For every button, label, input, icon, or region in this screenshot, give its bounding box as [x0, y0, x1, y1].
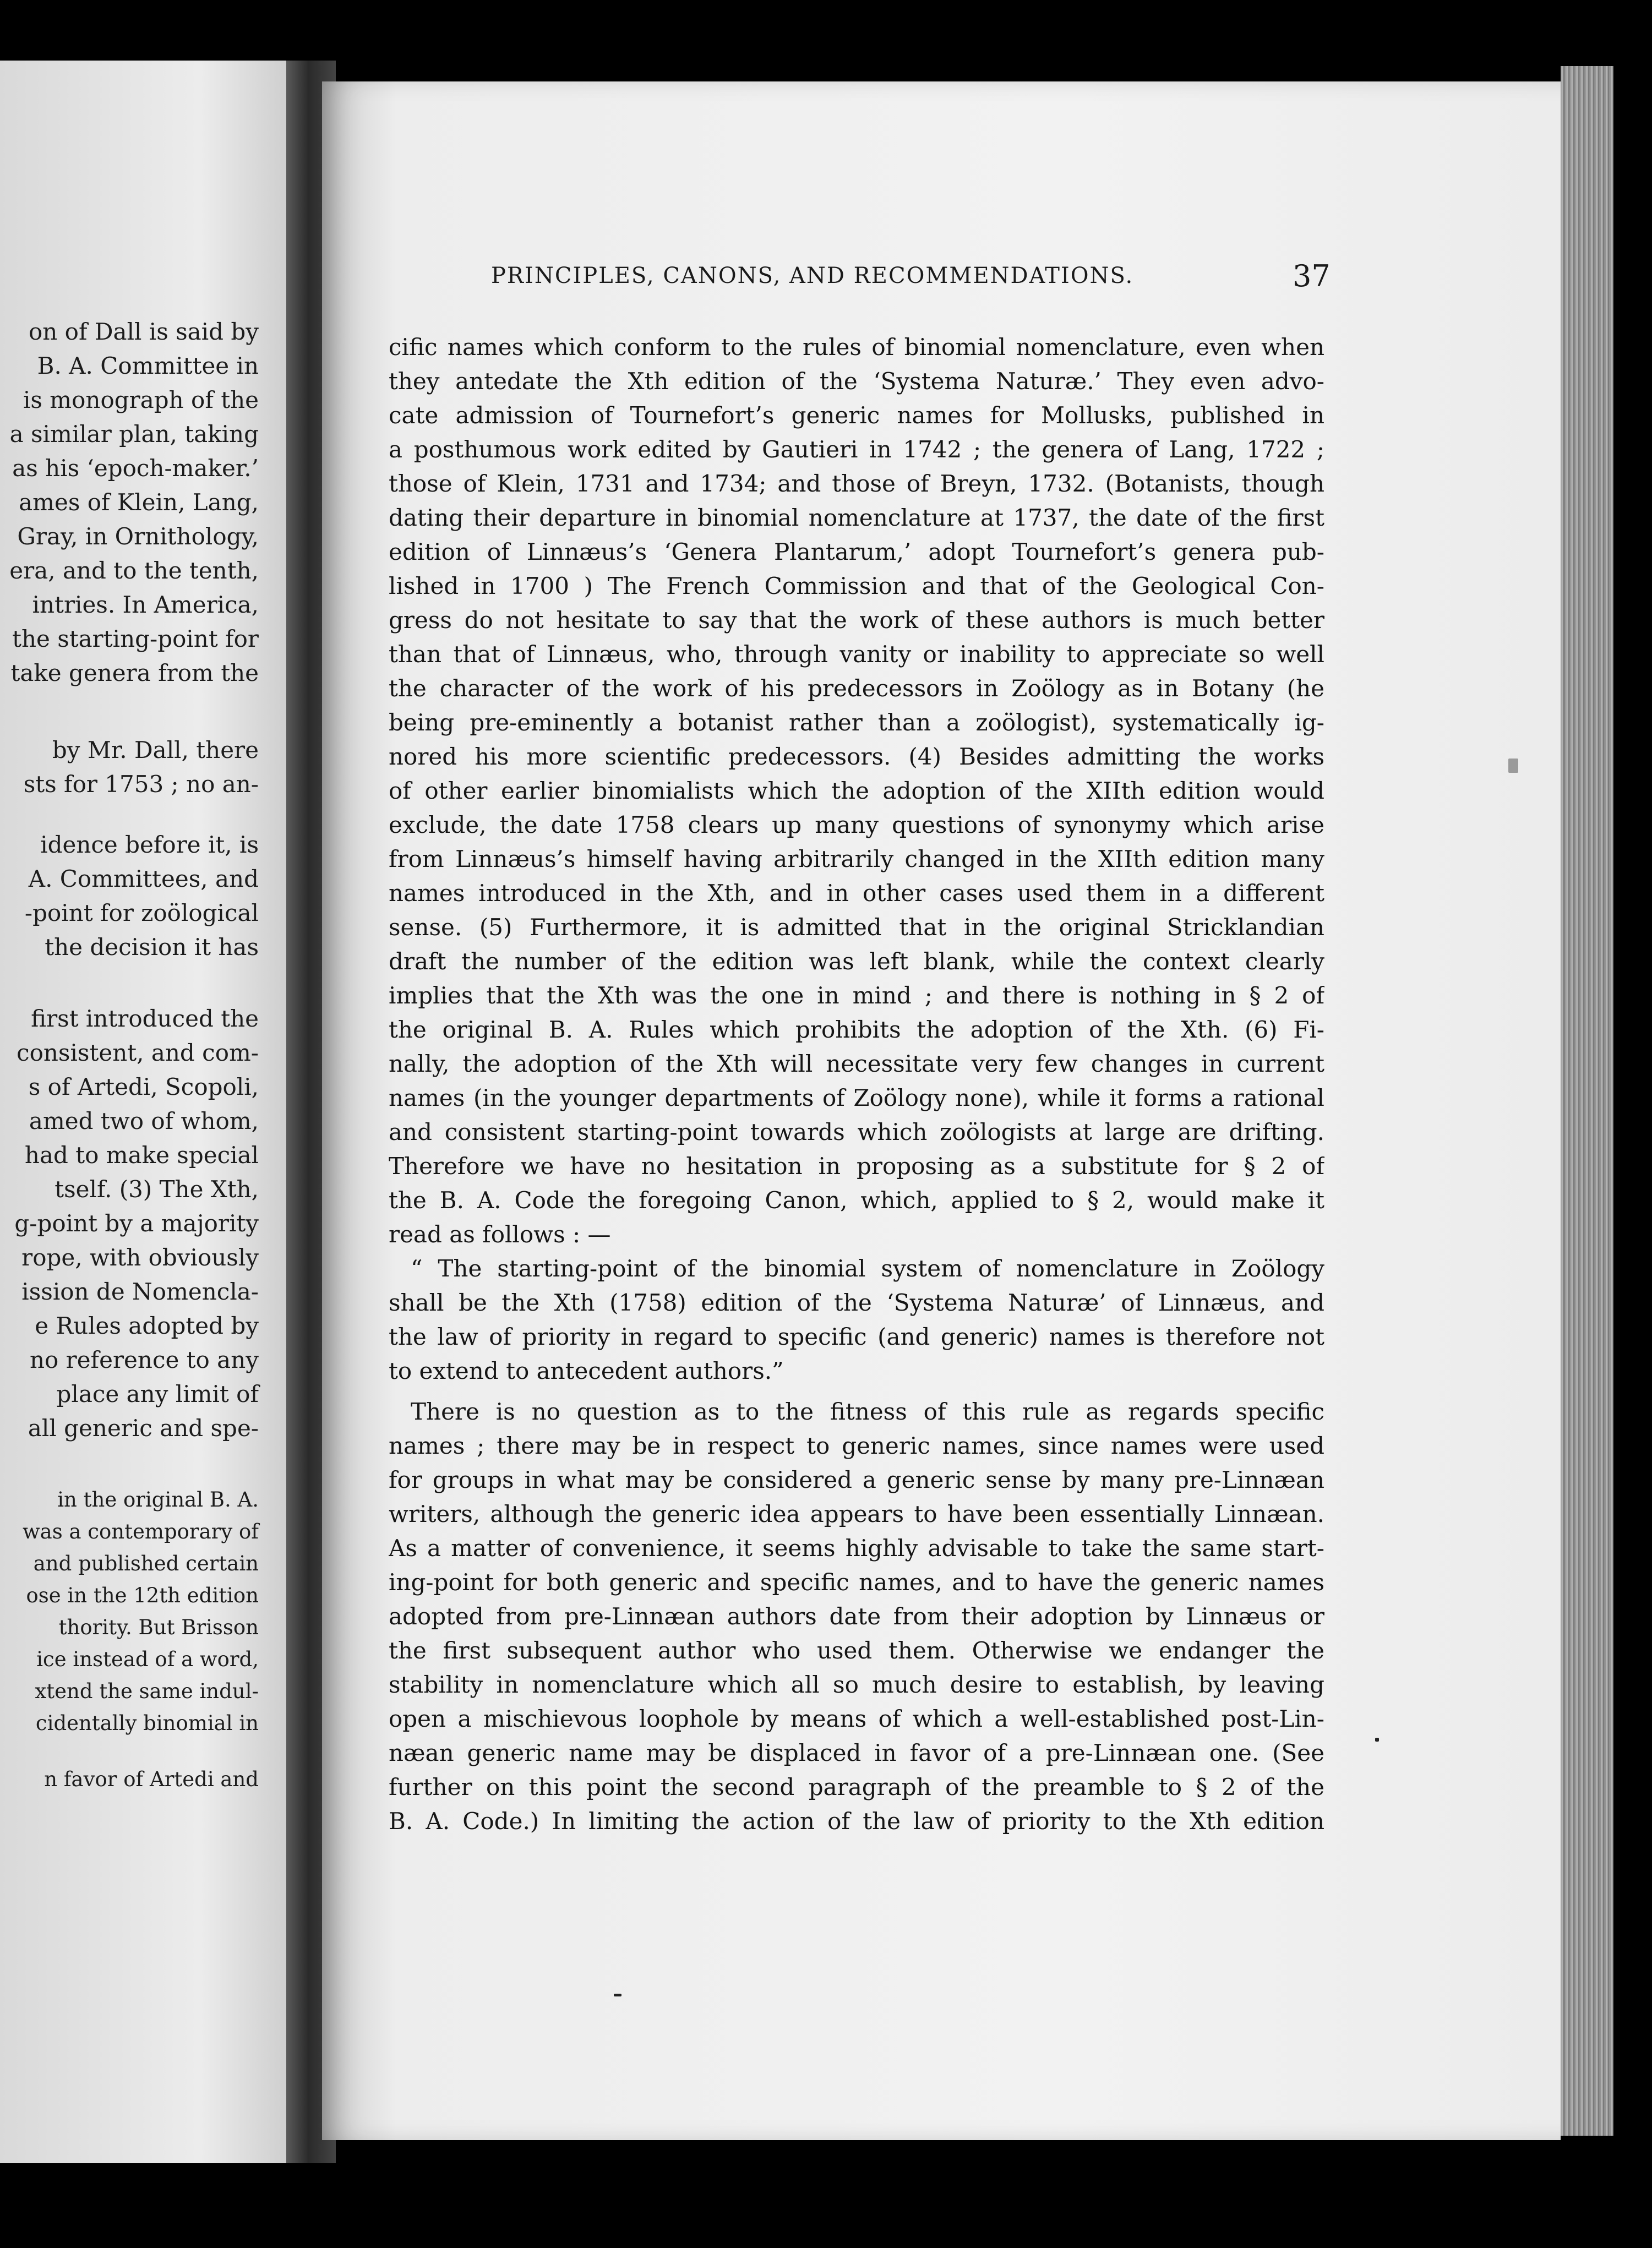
body-line: names introduced in the Xth, and in other cases used them in a different — [389, 880, 1324, 907]
body-line: Therefore we have no hesitation in proposing as a substitute for § 2 of — [389, 1153, 1324, 1180]
left-line: sts for 1753 ; no an- — [23, 771, 259, 798]
left-line: cidentally binomial in — [35, 1711, 259, 1735]
left-line: was a contemporary of — [22, 1520, 259, 1543]
left-line: as his ‘epoch-maker.’ — [12, 455, 259, 482]
left-line: g-point by a majority — [14, 1210, 259, 1237]
body-line: B. A. Code.) In limiting the action of the law of priority to the Xth edition — [389, 1808, 1324, 1835]
quoted-canon-line: to extend to antecedent authors.” — [389, 1357, 784, 1384]
body-line: names ; there may be in respect to generic names, since names were used — [389, 1432, 1324, 1459]
left-line: xtend the same indul- — [35, 1679, 259, 1703]
left-line: had to make special — [24, 1142, 259, 1169]
print-speck — [614, 1994, 621, 1996]
body-line: As a matter of convenience, it seems highly advisable to take the same start- — [389, 1535, 1324, 1562]
body-line: being pre-eminently a botanist rather than a zoölogist), systematically ig- — [389, 709, 1324, 736]
body-line: gress do not hesitate to say that the work of these authors is much better — [389, 607, 1324, 634]
body-line: further on this point the second paragraph of the preamble to § 2 of the — [389, 1774, 1324, 1800]
body-line: ing-point for both generic and specific names, and to have the generic names — [389, 1569, 1324, 1596]
facing-page-left — [0, 61, 286, 2163]
left-line: consistent, and com- — [17, 1039, 259, 1066]
left-line: tself. (3) The Xth, — [54, 1176, 259, 1203]
body-line: edition of Linnæus’s ‘Genera Plantarum,’ adopt Tournefort’s genera pub- — [389, 538, 1324, 565]
left-line: all generic and spe- — [28, 1415, 259, 1442]
left-line: ice instead of a word, — [36, 1647, 259, 1671]
body-line: open a mischievous loophole by means of which a well-established post-Lin- — [389, 1705, 1324, 1732]
body-line: of other earlier binomialists which the adoption of the XIIth edition would — [389, 777, 1324, 804]
left-line: Gray, in Ornithology, — [17, 523, 259, 550]
body-line: exclude, the date 1758 clears up many questions of synonymy which arise — [389, 811, 1324, 838]
left-line: -point for zoölogical — [24, 899, 259, 926]
left-line: n favor of Artedi and — [44, 1767, 259, 1791]
body-line: from Linnæus’s himself having arbitrarily changed in the XIIth edition many — [389, 845, 1324, 872]
left-line: intries. In America, — [32, 591, 259, 618]
left-line: ission de Nomencla- — [21, 1278, 259, 1305]
running-head: PRINCIPLES, CANONS, AND RECOMMENDATIONS. — [491, 263, 1134, 288]
left-line: a similar plan, taking — [9, 421, 259, 448]
left-line: s of Artedi, Scopoli, — [28, 1073, 259, 1100]
body-line: sense. (5) Furthermore, it is admitted that in the original Stricklandian — [389, 914, 1324, 941]
left-line: first introduced the — [31, 1005, 259, 1032]
body-line: for groups in what may be considered a generic sense by many pre-Linnæan — [389, 1466, 1324, 1493]
print-speck — [1375, 1738, 1379, 1742]
left-line: no reference to any — [29, 1346, 259, 1373]
body-line: a posthumous work edited by Gautieri in 1742 ; the genera of Lang, 1722 ; — [389, 436, 1324, 463]
left-line: era, and to the tenth, — [9, 557, 259, 584]
left-line: A. Committees, and — [28, 865, 259, 892]
left-line: the decision it has — [45, 934, 259, 961]
quoted-canon-line: “ The starting-point of the binomial system of nomenclature in Zoölogy — [411, 1255, 1324, 1282]
body-line: those of Klein, 1731 and 1734; and those of Breyn, 1732. (Botanists, though — [389, 470, 1324, 497]
left-line: ose in the 12th edition — [26, 1584, 259, 1607]
left-line: in the original B. A. — [57, 1488, 259, 1512]
left-line: is monograph of the — [23, 386, 259, 413]
left-line: B. A. Committee in — [37, 352, 259, 379]
body-line: read as follows : — — [389, 1221, 611, 1248]
body-line: writers, although the generic idea appears to have been essentially Linnæan. — [389, 1501, 1324, 1527]
body-line: the B. A. Code the foregoing Canon, which, applied to § 2, would make it — [389, 1187, 1324, 1214]
left-line: ames of Klein, Lang, — [19, 489, 259, 516]
body-line: cific names which conform to the rules of binomial nomenclature, even when — [389, 334, 1324, 361]
left-line: idence before it, is — [40, 831, 259, 858]
left-line: take genera from the — [10, 659, 259, 686]
body-line: implies that the Xth was the one in mind ; and there is nothing in § 2 of — [389, 982, 1324, 1009]
left-line: thority. But Brisson — [58, 1616, 259, 1639]
body-line: nored his more scientific predecessors. (4) Besides admitting the works — [389, 743, 1324, 770]
left-line: rope, with obviously — [21, 1244, 259, 1271]
left-line: amed two of whom, — [29, 1107, 259, 1134]
left-line: place any limit of — [56, 1381, 259, 1407]
body-line: than that of Linnæus, who, through vanity or inability to appreciate so well — [389, 641, 1324, 668]
page-number: 37 — [1293, 259, 1331, 293]
body-line: lished in 1700 ) The French Commission and that of the Geological Con- — [389, 572, 1324, 599]
left-line: on of Dall is said by — [28, 318, 259, 345]
left-line: and published certain — [33, 1552, 259, 1575]
body-line: There is no question as to the fitness of this rule as regards specific — [411, 1398, 1324, 1425]
body-line: the original B. A. Rules which prohibits the adoption of the Xth. (6) Fi- — [389, 1016, 1324, 1043]
body-line: and consistent starting-point towards which zoölogists at large are drifting. — [389, 1118, 1324, 1145]
body-line: the character of the work of his predecessors in Zoölogy as in Botany (he — [389, 675, 1324, 702]
left-line: e Rules adopted by — [35, 1312, 259, 1339]
left-line: by Mr. Dall, there — [52, 736, 259, 763]
body-line: names (in the younger departments of Zoölogy none), while it forms a rational — [389, 1084, 1324, 1111]
page-edges — [1561, 66, 1613, 2136]
body-line: the first subsequent author who used them. Otherwise we endanger the — [389, 1637, 1324, 1664]
body-line: adopted from pre-Linnæan authors date from their adoption by Linnæus or — [389, 1603, 1324, 1630]
left-line: the starting-point for — [12, 625, 259, 652]
body-line: cate admission of Tournefort’s generic names for Mollusks, published in — [389, 402, 1324, 429]
body-line: næan generic name may be displaced in favor of a pre-Linnæan one. (See — [389, 1739, 1324, 1766]
quoted-canon-line: the law of priority in regard to specific (and generic) names is therefore not — [389, 1323, 1324, 1350]
body-line: nally, the adoption of the Xth will necessitate very few changes in current — [389, 1050, 1324, 1077]
body-line: dating their departure in binomial nomenclature at 1737, the date of the first — [389, 504, 1324, 531]
body-line: draft the number of the edition was left blank, while the context clearly — [389, 948, 1324, 975]
quoted-canon-line: shall be the Xth (1758) edition of the ‘Systema Naturæ’ of Linnæus, and — [389, 1289, 1324, 1316]
body-line: stability in nomenclature which all so much desire to establish, by leaving — [389, 1671, 1324, 1698]
print-speck — [1508, 759, 1518, 773]
body-line: they antedate the Xth edition of the ‘Systema Naturæ.’ They even advo- — [389, 368, 1324, 395]
